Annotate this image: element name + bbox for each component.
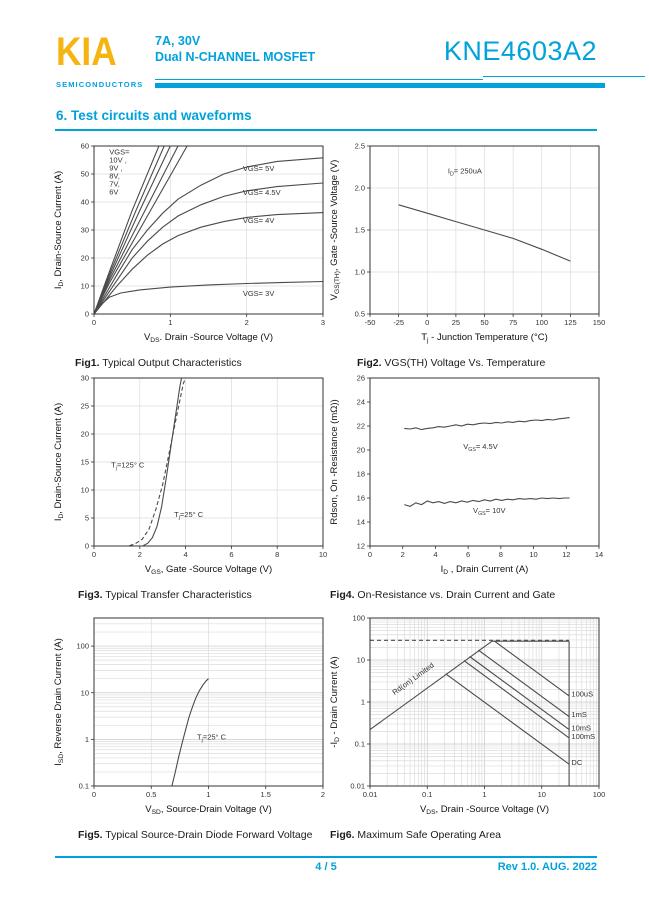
figure-4 (326, 368, 611, 614)
plot-frame (370, 378, 599, 546)
x-tick-label: 6 (229, 550, 234, 559)
plot-area (329, 142, 605, 344)
y-tick-label: 1.5 (354, 225, 365, 235)
curve (404, 418, 569, 430)
annotation: VGS= 4.5V (242, 188, 281, 197)
x-tick-label: 12 (562, 550, 571, 559)
curve (94, 282, 323, 315)
annotation: VGS= 10V , 9V , 8V, 7V, 6V (109, 147, 130, 197)
y-tick-label: 20 (356, 445, 365, 455)
fig4-on-resistance-vs-drain-current-plot (326, 368, 611, 590)
plot-area (329, 614, 605, 816)
x-tick-label: 6 (466, 550, 471, 559)
x-axis-label: $V_{DS}$, Drain -Source Voltage (V) (419, 804, 550, 816)
y-tick-label: 12 (356, 541, 365, 551)
y-tick-label: 0.5 (354, 309, 365, 319)
x-tick-label: 75 (508, 318, 518, 327)
curve (370, 641, 492, 729)
y-tick-label: 20 (80, 429, 89, 439)
annotation: VGS= 4V (242, 216, 275, 225)
y-tick-label: 24 (356, 397, 365, 407)
y-tick-label: 0.01 (350, 781, 365, 791)
y-tick-label: 2.0 (354, 183, 365, 193)
x-tick-label: 8 (498, 550, 503, 559)
x-tick-label: 1 (168, 318, 173, 327)
fig5-caption: Fig5. Typical Source-Drain Diode Forward Voltage (78, 829, 313, 841)
x-tick-label: 0 (91, 318, 97, 327)
y-axis-label: $I_D$, Drain-Source Current (A) (53, 402, 65, 522)
annotation: VGS= 5V (242, 164, 275, 174)
y-tick-label: 100 (352, 613, 365, 623)
x-tick-label: 4 (183, 550, 188, 559)
annotation: VGS= 3V (242, 288, 275, 298)
annotation: $T_j=25^\circ$ C (197, 732, 227, 744)
x-tick-label: 0 (91, 790, 97, 799)
x-tick-label: -25 (393, 318, 405, 327)
y-axis-label: $I_{SD}$, Reverse Drain Current (A) (53, 638, 65, 766)
y-tick-label: 10 (80, 485, 89, 495)
annotation: 1mS (571, 709, 587, 719)
x-tick-label: 0.1 (422, 790, 433, 799)
annotation: 10mS (571, 723, 592, 733)
x-tick-label: 25 (451, 318, 461, 327)
x-tick-label: 1 (482, 790, 487, 799)
fig3-typical-transfer-characteristics-plot (50, 368, 335, 590)
x-tick-label: 4 (433, 550, 438, 559)
fig5-source-drain-diode-forward-voltage-plot (50, 608, 335, 830)
plot-area (53, 374, 327, 576)
figure-6 (326, 608, 611, 854)
curve (495, 641, 569, 696)
plot-area (329, 374, 603, 576)
x-tick-label: 8 (275, 550, 280, 559)
y-tick-label: 10 (80, 281, 89, 291)
x-tick-label: 1.5 (260, 790, 271, 799)
x-tick-label: 0 (367, 550, 373, 559)
x-tick-label: 100 (592, 790, 606, 799)
annotation: DC (571, 757, 583, 767)
x-tick-label: 150 (592, 318, 606, 327)
x-tick-label: 10 (529, 550, 538, 559)
y-tick-label: 15 (80, 457, 89, 467)
fig4-caption: Fig4. On-Resistance vs. Drain Current and Gate (330, 589, 556, 601)
x-tick-label: 2 (400, 550, 405, 559)
plot-area (53, 142, 325, 344)
annotation: $T_j=25^\circ$ C (174, 509, 204, 521)
y-tick-label: 0.1 (354, 739, 365, 749)
y-tick-label: 10 (80, 688, 89, 698)
y-axis-label: $-I_D$ - Drain Current (A) (329, 656, 341, 748)
section-underline (55, 129, 597, 131)
x-axis-label: $V_{GS}$, Gate -Source Voltage (V) (144, 564, 273, 576)
section-title: 6. Test circuits and waveforms (56, 108, 252, 123)
page-number: 4 / 5 (315, 861, 337, 873)
y-tick-label: 5 (84, 513, 89, 523)
y-tick-label: 2.5 (354, 141, 365, 151)
x-tick-label: 0.01 (362, 790, 378, 799)
header-rule-thin-right (483, 76, 645, 77)
annotation: Rd(on) Limited (390, 660, 436, 697)
y-tick-label: 1.0 (354, 267, 365, 277)
annotation: $T_j=125^\circ$ C (111, 460, 145, 472)
fig1-caption: Fig1. Typical Output Characteristics (75, 357, 242, 369)
x-tick-label: 0 (425, 318, 430, 327)
fig1-typical-output-characteristics-plot (50, 136, 335, 358)
x-tick-label: 50 (480, 318, 489, 327)
x-tick-label: 125 (564, 318, 577, 327)
y-tick-label: 10 (356, 655, 365, 665)
y-tick-label: 100 (76, 641, 89, 651)
figure-3 (50, 368, 335, 614)
x-tick-label: 1 (206, 790, 211, 799)
x-axis-label: $I_D$ , Drain Current (A) (440, 564, 529, 576)
y-tick-label: 1 (360, 697, 365, 707)
annotation: $V_{GS}= 4.5V$ (463, 441, 498, 453)
y-tick-label: 18 (356, 469, 365, 479)
y-tick-label: 0 (84, 541, 89, 551)
x-tick-label: 3 (320, 318, 326, 327)
y-tick-label: 60 (80, 141, 89, 151)
x-axis-label: $V_{DS}$. Drain -Source Voltage (V) (143, 332, 274, 344)
header-rule-thin-left (155, 79, 483, 80)
x-tick-label: 0.5 (146, 790, 157, 799)
x-tick-label: -50 (364, 318, 376, 327)
y-tick-label: 25 (80, 401, 89, 411)
y-axis-label: $V_{GS(TH)}$, Gate -Source Voltage (V) (329, 159, 341, 301)
revision-text: Rev 1.0. AUG. 2022 (497, 861, 597, 873)
x-tick-label: 2 (244, 318, 249, 327)
y-tick-label: 20 (80, 253, 89, 263)
figure-2 (326, 136, 611, 382)
y-axis-label: Rdson, On -Resistance (mΩ)) (329, 399, 340, 525)
fig2-vgsth-vs-temperature-plot (326, 136, 611, 358)
part-number: KNE4603A2 (443, 36, 597, 66)
y-tick-label: 16 (356, 493, 365, 503)
x-tick-label: 10 (318, 550, 328, 559)
device-type: Dual N-CHANNEL MOSFET (155, 50, 316, 64)
x-tick-label: 10 (537, 790, 546, 799)
x-tick-label: 0 (91, 550, 97, 559)
y-tick-label: 1 (84, 734, 89, 744)
figure-1 (50, 136, 335, 382)
logo-subtext: SEMICONDUCTORS (56, 80, 144, 89)
fig6-caption: Fig6. Maximum Safe Operating Area (330, 829, 501, 841)
y-tick-label: 22 (356, 421, 365, 431)
annotation: 100mS (571, 732, 596, 742)
annotation: $I_D= 250uA$ (447, 166, 482, 178)
fig6-maximum-safe-operating-area-plot (326, 608, 611, 830)
y-tick-label: 40 (80, 197, 89, 207)
footer-rule (55, 856, 597, 858)
y-tick-label: 0 (84, 309, 89, 319)
y-tick-label: 50 (80, 169, 89, 179)
y-tick-label: 30 (80, 373, 89, 383)
y-tick-label: 26 (356, 373, 365, 383)
kia-logo: KIA (56, 30, 117, 74)
y-tick-label: 14 (356, 517, 365, 527)
fig2-caption: Fig2. VGS(TH) Voltage Vs. Temperature (357, 357, 546, 369)
device-rating: 7A, 30V (155, 34, 201, 48)
plot-area (53, 618, 325, 816)
figure-5 (50, 608, 335, 854)
x-tick-label: 14 (594, 550, 604, 559)
x-tick-label: 2 (137, 550, 142, 559)
y-tick-label: 30 (80, 225, 89, 235)
y-tick-label: 0.1 (78, 781, 89, 791)
header-rule-thick (155, 83, 605, 88)
fig3-caption: Fig3. Typical Transfer Characteristics (78, 589, 252, 601)
x-axis-label: $V_{SD}$, Source-Drain Voltage (V) (145, 804, 272, 816)
annotation: 100uS (571, 689, 594, 699)
annotation: $V_{GS}= 10V$ (473, 506, 506, 517)
section-number: 6. (56, 108, 68, 123)
x-tick-label: 100 (535, 318, 549, 327)
x-tick-label: 2 (320, 790, 326, 799)
x-axis-label: $T_j$ - Junction Temperature (°C) (421, 332, 548, 344)
y-axis-label: $I_D$, Drain-Source Current (A) (53, 170, 65, 290)
